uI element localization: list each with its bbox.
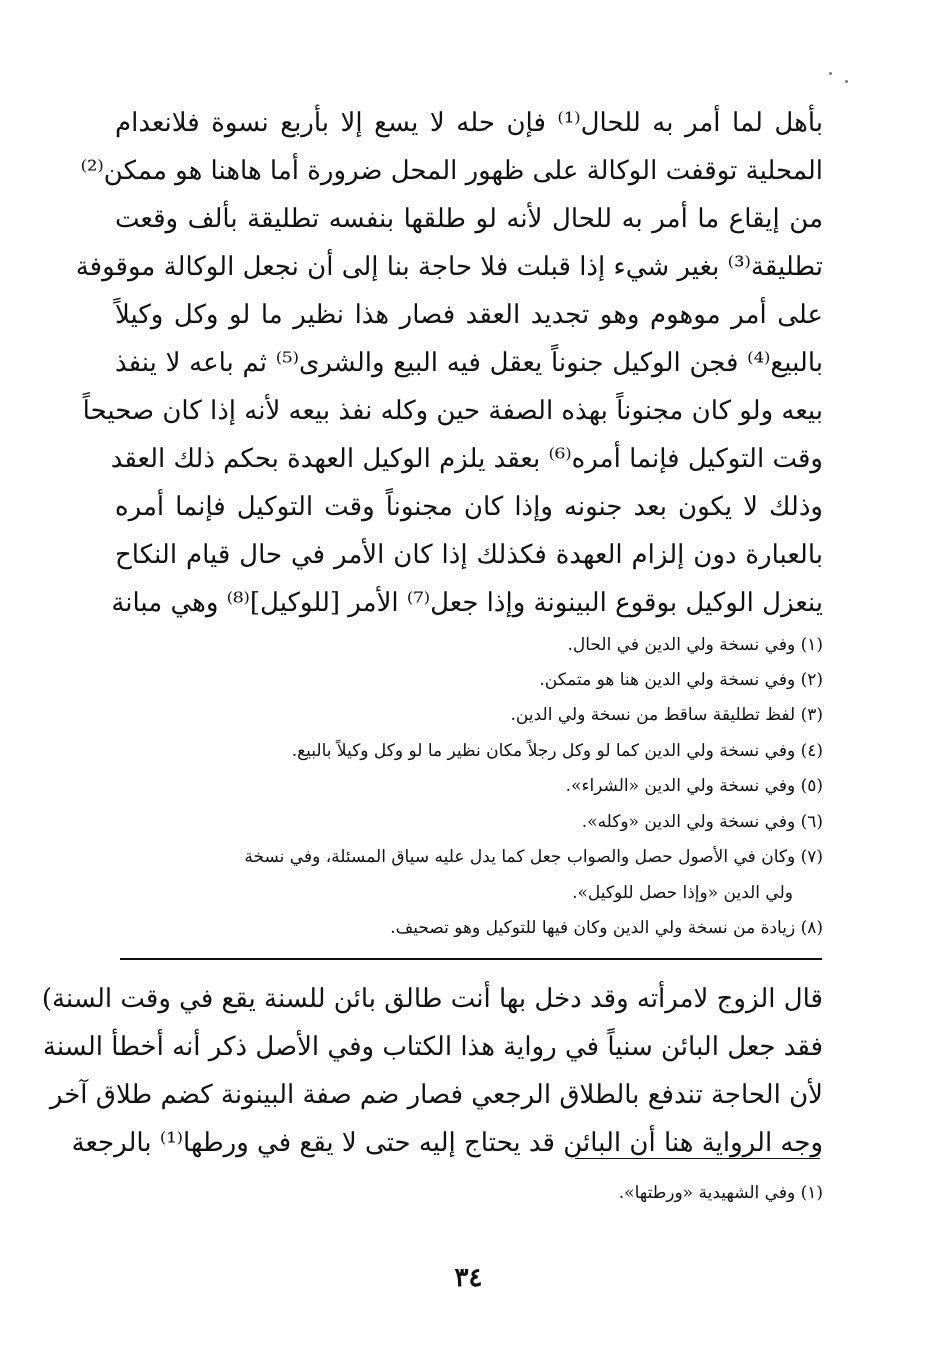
footnote: (٤) وفي نسخة ولي الدين كما لو وكل رجلاً مكان نظير ما لو وكل وكيلاً بالبيع. [291,741,823,761]
section-divider [120,958,822,960]
footnote: (٣) لفظ تطليقة ساقط من نسخة ولي الدين. [510,705,823,725]
footnote: (٥) وفي نسخة ولي الدين «الشراء». [565,776,823,796]
text-line: على أمر موهوم وهو تجديد العقد فصار هذا نظير ما لو وكل وكيلاً [115,300,823,330]
footnote: (٨) زيادة من نسخة ولي الدين وكان فيها للتوكيل وهو تصحيف. [390,918,823,938]
footnote: (٢) وفي نسخة ولي الدين هنا هو متمكن. [539,670,823,690]
page-number: ٣٤ [454,1263,483,1293]
footnote: (١) وفي الشهيدية «ورطتها». [618,1183,823,1203]
footnote-continuation: ولي الدين «وإذا حصل للوكيل». [572,883,793,903]
text-line: وجه الرواية هنا أن البائن قد يحتاج إليه حتى لا يقع في ورطها⁽¹⁾ بالرجعة [71,1128,823,1158]
scan-speck [829,72,832,75]
text-line: المحلية توقفت الوكالة على ظهور المحل ضرورة أما هاهنا هو ممكن⁽²⁾ [80,156,823,186]
text-line: ينعزل الوكيل بوقوع البينونة وإذا جعل⁽⁷⁾ الأمر [للوكيل]⁽⁸⁾ وهي مبانة [111,588,823,618]
text-line: فقد جعل البائن سنياً في رواية هذا الكتاب وفي الأصل ذكر أنه أخطأ السنة [42,1032,823,1062]
text-line: بأهل لما أمر به للحال⁽¹⁾ فإن حله لا يسع إلا بأربع نسوة فلانعدام [115,108,823,138]
text-line: بالبيع⁽⁴⁾ فجن الوكيل جنوناً يعقل فيه البيع والشرى⁽⁵⁾ ثم باعه لا ينفذ [115,348,823,378]
text-line: بالعبارة دون إلزام العهدة فكذلك إذا كان الأمر في حال قيام النكاح [115,540,823,570]
text-line: قال الزوج لامرأته وقد دخل بها أنت طالق بائن للسنة يقع في وقت السنة) [41,984,823,1014]
text-line: لأن الحاجة تندفع بالطلاق الرجعي فصار ضم صفة البينونة كضم طلاق آخر [49,1080,823,1110]
footnote: (٦) وفي نسخة ولي الدين «وكله». [581,812,823,832]
footnote: (١) وفي نسخة ولي الدين في الحال. [567,635,823,655]
text-line: تطليقة⁽³⁾ بغير شيء إذا قبلت فلا حاجة بنا إلى أن نجعل الوكالة موقوفة [75,252,823,282]
text-line: وذلك لا يكون بعد جنونه وإذا كان مجنوناً وقت التوكيل فإنما أمره [115,492,823,522]
scan-speck [845,80,848,83]
footnote-rule [575,1158,820,1159]
text-line: وقت التوكيل فإنما أمره⁽⁶⁾ بعقد يلزم الوكيل العهدة بحكم ذلك العقد [110,444,823,474]
footnote: (٧) وكان في الأصول حصل والصواب جعل كما يدل عليه سياق المسئلة، وفي نسخة [244,847,823,867]
text-line: من إيقاع ما أمر به للحال لأنه لو طلقها بنفسه تطليقة بألف وقعت [115,204,823,234]
text-line: بيعه ولو كان مجنوناً بهذه الصفة حين وكله نفذ بيعه لأنه إذا كان صحيحاً [82,396,823,426]
